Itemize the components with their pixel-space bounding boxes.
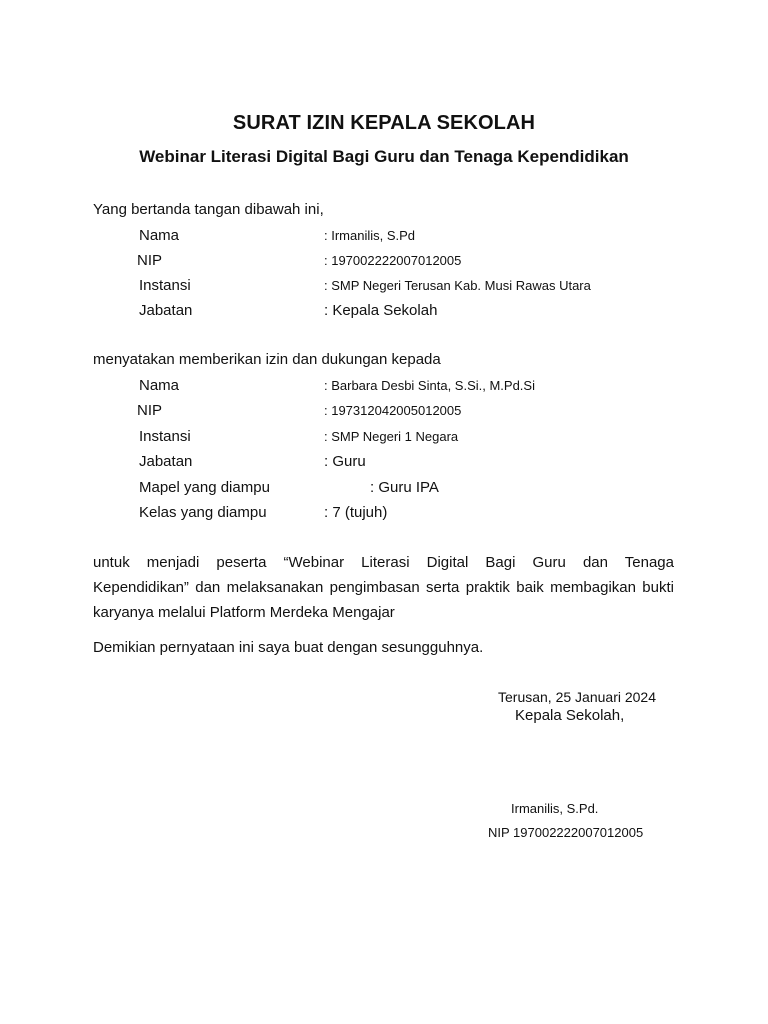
signer-instansi-value: : SMP Negeri Terusan Kab. Musi Rawas Utara (324, 278, 591, 293)
signer-instansi-label: Instansi (139, 277, 191, 294)
recipient-mapel-value: : Guru IPA (370, 479, 439, 496)
signer-jabatan-value: : Kepala Sekolah (324, 302, 438, 319)
recipient-nama-label: Nama (139, 377, 180, 394)
purpose-line-3: karyanya melalui Platform Merdeka Mengajar (93, 604, 395, 621)
closing-text: Demikian pernyataan ini saya buat dengan sesungguhnya. (93, 639, 484, 656)
recipient-kelas-value: : 7 (tujuh) (324, 504, 388, 521)
document-subtitle: Webinar Literasi Digital Bagi Guru dan Tenaga Kependidikan (139, 147, 629, 166)
recipient-mapel-label: Mapel yang diampu (139, 479, 270, 496)
place-date: Terusan, 25 Januari 2024 (498, 689, 656, 705)
purpose-paragraph (93, 550, 674, 625)
recipient-nip-value: : 197312042005012005 (324, 403, 462, 418)
purpose-line-1: untuk menjadi peserta “Webinar Literasi Digital Bagi Guru dan Tenaga (93, 554, 674, 571)
signer-nama-value: : Irmanilis, S.Pd (324, 228, 416, 243)
recipient-kelas-label: Kelas yang diampu (139, 504, 267, 521)
intro-text: Yang bertanda tangan dibawah ini, (93, 201, 324, 218)
signer-nip: NIP 197002222007012005 (488, 825, 644, 840)
recipient-jabatan-label: Jabatan (139, 453, 193, 470)
signer-jabatan-label: Jabatan (139, 302, 193, 319)
recipient-nama-value: : Barbara Desbi Sinta, S.Si., M.Pd.Si (324, 378, 535, 393)
signer-nip-value: : 197002222007012005 (324, 253, 462, 268)
signer-nama-label: Nama (139, 227, 180, 244)
signer-nip-label: NIP (137, 252, 163, 269)
recipient-instansi-value: : SMP Negeri 1 Negara (324, 429, 459, 444)
signer-position: Kepala Sekolah, (515, 707, 625, 724)
recipient-nip-label: NIP (137, 402, 163, 419)
signer-name: Irmanilis, S.Pd. (511, 801, 599, 816)
purpose-line-2: Kependidikan” dan melaksanakan pengimbasan serta praktik baik membagikan bukti (93, 579, 674, 596)
recipient-jabatan-value: : Guru (324, 453, 366, 470)
document-title: SURAT IZIN KEPALA SEKOLAH (232, 112, 536, 134)
statement-text: menyatakan memberikan izin dan dukungan kepada (93, 351, 441, 368)
recipient-instansi-label: Instansi (139, 428, 191, 445)
